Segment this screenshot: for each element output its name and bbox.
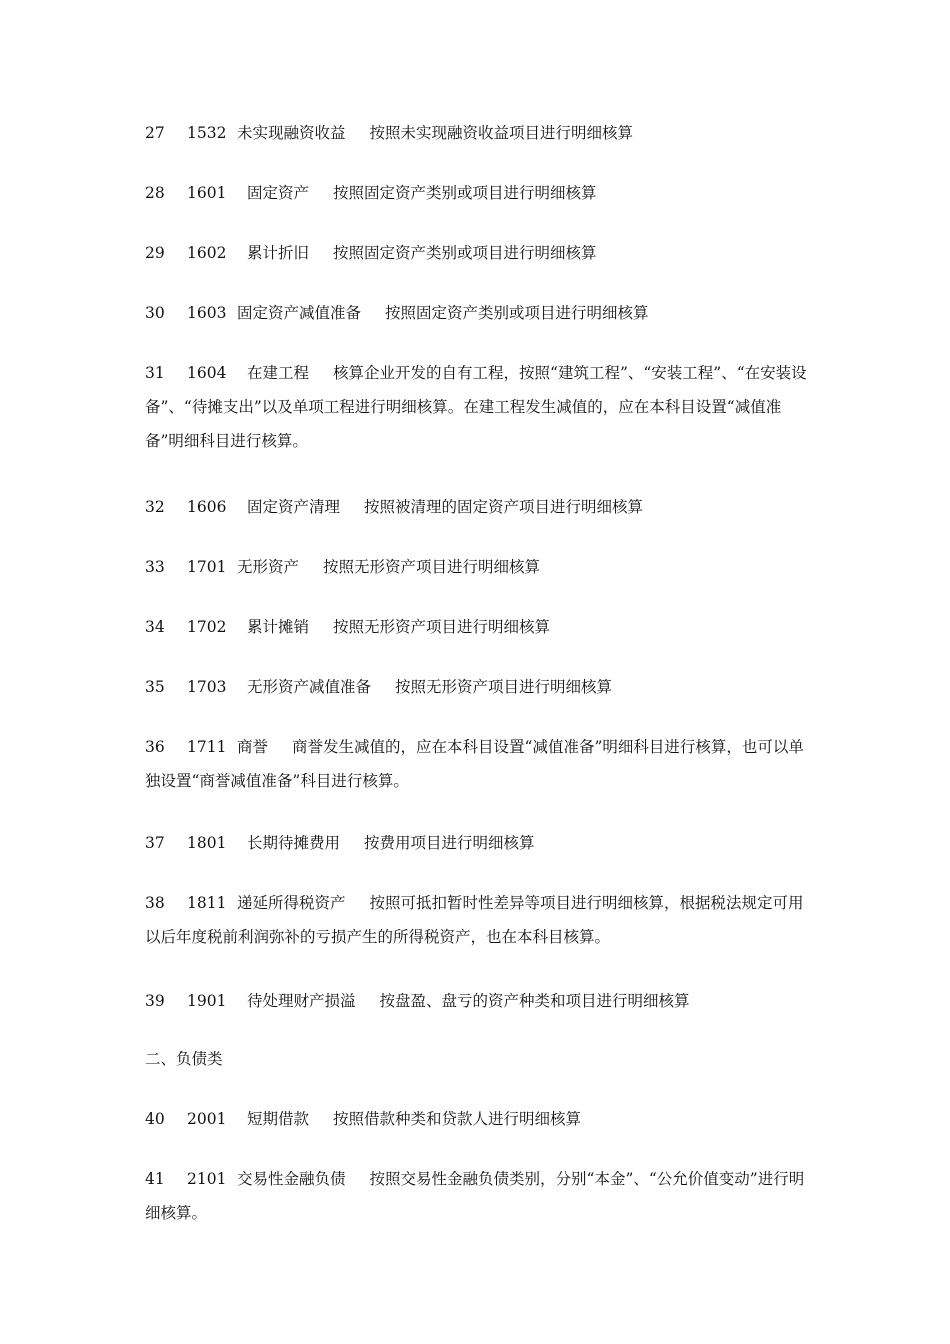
account-name: 商誉 [237,738,269,756]
entry-number: 27 [145,124,165,142]
account-name: 固定资产减值准备 [237,304,362,322]
section-heading-liabilities: 二、负债类 [145,1050,223,1068]
entry-number: 29 [145,244,165,262]
account-code: 2001 [187,1110,227,1128]
entry-number: 40 [145,1110,165,1128]
account-name: 累计摊销 [247,618,310,636]
account-name: 在建工程 [247,364,310,382]
account-entry-28 [145,176,813,210]
account-description: 商誉发生减值的，应在本科目设置“减值准备”明细科目进行核算，也可以单独设置“商誉减值准备”科目进行核算。 [145,738,804,790]
account-name: 固定资产清理 [247,498,341,516]
entry-number: 41 [145,1170,165,1188]
entry-number: 36 [145,738,165,756]
account-description: 按照被清理的固定资产项目进行明细核算 [364,498,644,516]
entry-number: 38 [145,894,165,912]
entry-number: 31 [145,364,165,382]
account-entry-36 [145,730,813,798]
account-code: 1901 [187,992,227,1010]
account-description: 按照未实现融资收益项目进行明细核算 [369,124,634,142]
account-code: 1601 [187,184,227,202]
account-description: 按费用项目进行明细核算 [364,834,535,852]
account-description: 按照无形资产项目进行明细核算 [395,678,613,696]
account-description: 按照无形资产项目进行明细核算 [333,618,551,636]
account-description: 按照交易性金融负债类别，分别“本金”、“公允价值变动”进行明细核算。 [145,1170,805,1222]
account-code: 1602 [187,244,227,262]
account-entry-30 [145,296,813,330]
account-code: 1711 [187,738,227,756]
account-name: 固定资产 [247,184,310,202]
entry-number: 33 [145,558,165,576]
account-code: 1801 [187,834,227,852]
account-name: 无形资产减值准备 [247,678,372,696]
account-entry-37 [145,826,813,860]
account-entry-38 [145,886,813,954]
account-code: 1701 [187,558,227,576]
account-entry-40 [145,1102,813,1136]
account-code: 1606 [187,498,227,516]
account-name: 无形资产 [237,558,300,576]
account-name: 短期借款 [247,1110,310,1128]
account-entry-32 [145,490,813,524]
account-entry-39 [145,984,813,1018]
entry-number: 35 [145,678,165,696]
account-entry-33 [145,550,813,584]
account-entry-31 [145,356,813,458]
account-description: 按照借款种类和贷款人进行明细核算 [333,1110,582,1128]
account-code: 1811 [187,894,227,912]
account-name: 递延所得税资产 [237,894,346,912]
account-description: 按照固定资产类别或项目进行明细核算 [385,304,649,322]
account-description: 按盘盈、盘亏的资产种类和项目进行明细核算 [379,992,690,1010]
entry-number: 37 [145,834,165,852]
account-description: 核算企业开发的自有工程，按照“建筑工程”、“安装工程”、“在安装设备”、“待摊支出”以及单项工程进行明细核算。在建工程发生减值的，应在本科目设置“减值准备”明细科目进行核算。 [145,364,807,450]
account-name: 长期待摊费用 [247,834,341,852]
account-name: 待处理财产损溢 [247,992,356,1010]
entry-number: 28 [145,184,165,202]
entry-number: 32 [145,498,165,516]
account-name: 未实现融资收益 [237,124,346,142]
account-code: 1532 [187,124,227,142]
account-entry-27 [145,116,813,150]
account-description: 按照可抵扣暂时性差异等项目进行明细核算，根据税法规定可用以后年度税前利润弥补的亏损产生的所得税资产，也在本科目核算。 [145,894,804,946]
account-description: 按照固定资产类别或项目进行明细核算 [333,244,597,262]
entry-number: 39 [145,992,165,1010]
account-description: 按照无形资产项目进行明细核算 [323,558,541,576]
account-entry-29 [145,236,813,270]
account-code: 1703 [187,678,227,696]
account-entry-35 [145,670,813,704]
account-code: 1702 [187,618,227,636]
account-entry-41 [145,1162,813,1230]
account-code: 2101 [187,1170,227,1188]
account-name: 交易性金融负债 [237,1170,346,1188]
account-code: 1603 [187,304,227,322]
entry-number: 34 [145,618,165,636]
entry-number: 30 [145,304,165,322]
account-entry-34 [145,610,813,644]
account-code: 1604 [187,364,227,382]
account-description: 按照固定资产类别或项目进行明细核算 [333,184,597,202]
account-name: 累计折旧 [247,244,310,262]
